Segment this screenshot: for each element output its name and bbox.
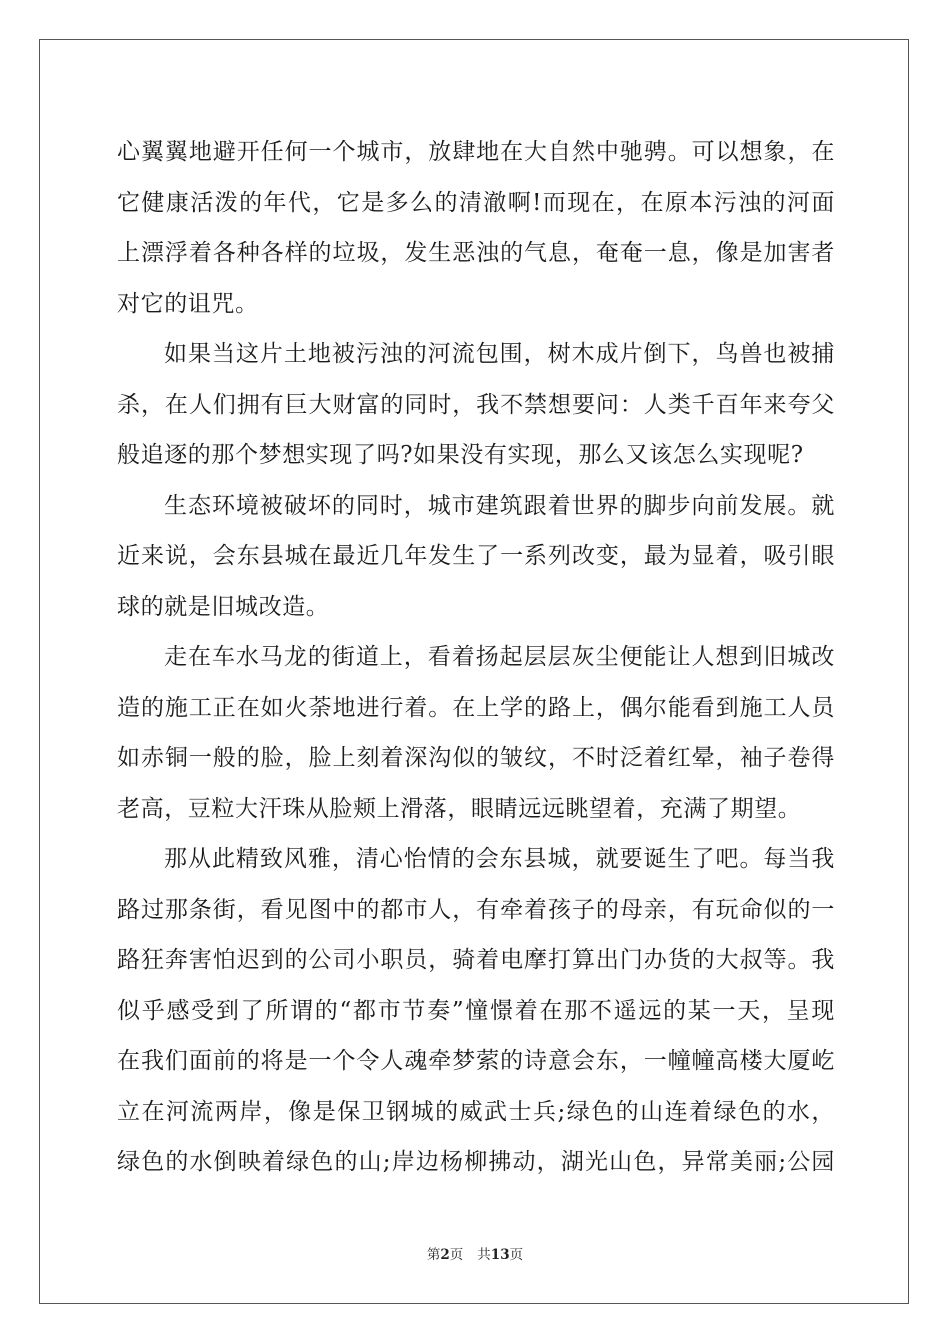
- paragraph-start-line: 走在车水马龙的街道上，看着扬起层层灰尘便能让人想到旧城改: [164, 644, 835, 670]
- text-line: 似乎感受到了所谓的“都市节奏”憧憬着在那不遥远的某一天，呈现: [117, 997, 835, 1024]
- page-prefix: 第: [426, 1247, 441, 1263]
- paragraph-start-line: 生态环境被破坏的同时，城市建筑跟着世界的脚步向前发展。就: [164, 492, 835, 519]
- total-pages: 13: [490, 1247, 510, 1263]
- paragraph-start-line: 如果当这片土地被污浊的河流包围，树木成片倒下，鸟兽也被捕: [164, 341, 835, 367]
- page-number-label: [427, 1243, 463, 1263]
- total-prefix: 共: [477, 1247, 491, 1263]
- text-line: 绿色的水倒映着绿色的山;岸边杨柳拂动，湖光山色，异常美丽;公园: [117, 1149, 835, 1175]
- text-line: 对它的诅咒。: [117, 290, 259, 317]
- text-line: 球的就是旧城改造。: [117, 593, 330, 620]
- text-line: 近来说，会东县城在最近几年发生了一系列改变，最为显着，吸引眼: [117, 543, 835, 569]
- text-line: 路过那条街，看见图中的都市人，有牵着孩子的母亲，有玩命似的一: [117, 896, 835, 923]
- text-line: 在我们面前的将是一个令人魂牵梦萦的诗意会东，一幢幢高楼大厦屹: [117, 1048, 835, 1074]
- text-line: 心翼翼地避开任何一个城市，放肆地在大自然中驰骋。可以想象，在: [117, 139, 835, 165]
- text-line: 般追逐的那个梦想实现了吗?如果没有实现，那么又该怎么实现呢?: [117, 442, 804, 468]
- page-footer: [0, 1243, 950, 1263]
- text-line: 它健康活泼的年代，它是多么的清澈啊!而现在，在原本污浊的河面: [117, 189, 835, 216]
- text-line: 上漂浮着各种各样的垃圾，发生恶浊的气息，奄奄一息，像是加害者: [117, 240, 835, 266]
- page-suffix: 页: [449, 1247, 464, 1263]
- paragraph-start-line: 那从此精致风雅，清心怡情的会东县城，就要诞生了吧。每当我: [164, 846, 835, 872]
- total-suffix: 页: [509, 1247, 524, 1263]
- text-line: 如赤铜一般的脸，脸上刻着深沟似的皱纹，不时泛着红晕，袖子卷得: [117, 745, 835, 771]
- text-line: 路狂奔害怕迟到的公司小职员，骑着电摩打算出门办货的大叔等。我: [117, 947, 835, 973]
- page-number: 2: [440, 1247, 450, 1263]
- page-total-label: [477, 1243, 523, 1263]
- document-body: [117, 127, 835, 1188]
- text-line: 立在河流两岸，像是保卫钢城的威武士兵;绿色的山连着绿色的水，: [117, 1098, 835, 1125]
- text-line: 杀，在人们拥有巨大财富的同时，我不禁想要问：人类千百年来夸父: [117, 391, 835, 418]
- text-line: 造的施工正在如火荼地进行着。在上学的路上，偶尔能看到施工人员: [117, 694, 835, 721]
- text-line: 老高，豆粒大汗珠从脸颊上滑落，眼睛远远眺望着，充满了期望。: [117, 795, 802, 822]
